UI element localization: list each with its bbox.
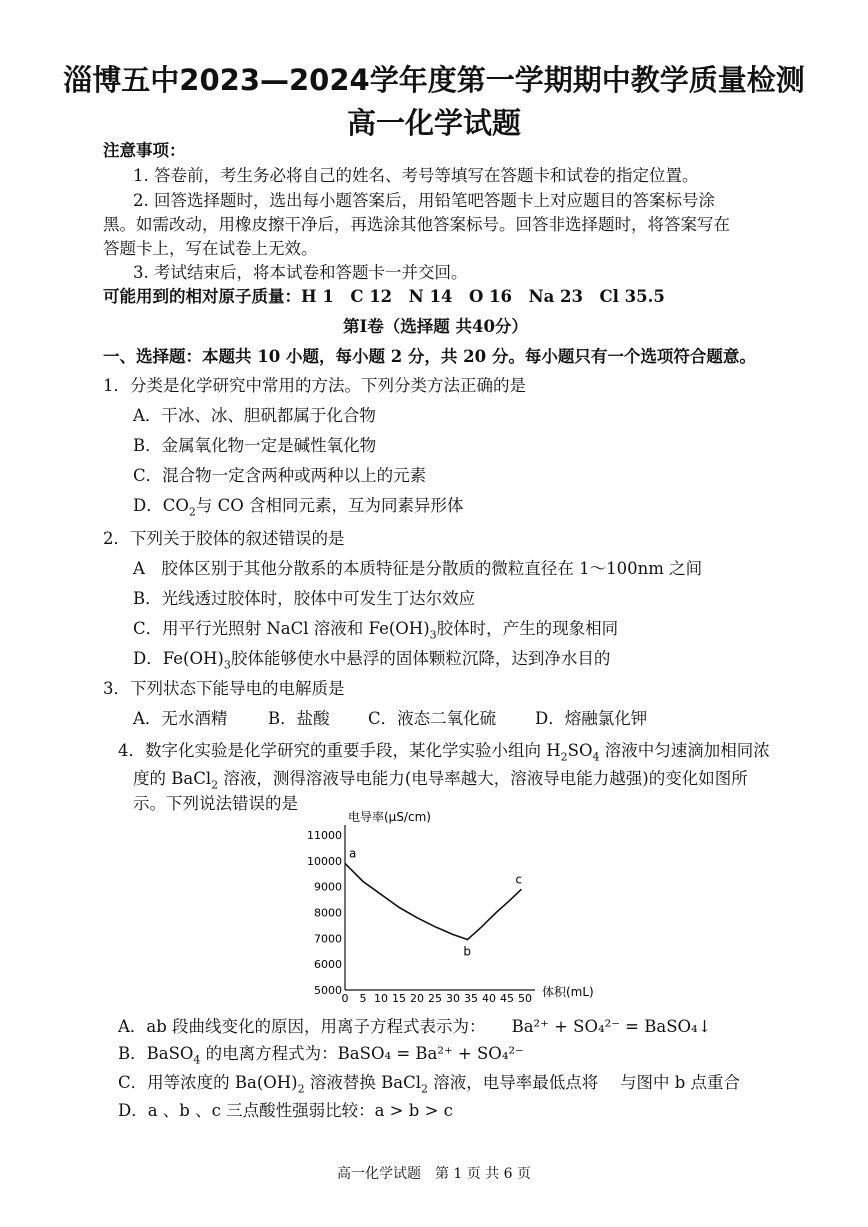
x-tick-label: 50 (518, 992, 532, 1005)
q3-option-a: A．无水酒精 (133, 709, 228, 728)
q2-option-a: A 胶体区别于其他分散系的本质特征是分散质的微粒直径在 1～100nm 之间 (133, 559, 703, 578)
note-3: 3. 考试结束后，将本试卷和答题卡一并交回。 (133, 263, 468, 282)
series-line (345, 863, 521, 939)
q4-option-b: B．BaSO$_4$ 的电离方程式为：BaSO₄ = Ba²⁺ + SO₄²⁻ (118, 1044, 524, 1067)
x-tick-label: 15 (392, 992, 406, 1005)
x-tick-label: 10 (374, 992, 388, 1005)
note-2c: 答题卡上，写在试卷上无效。 (103, 239, 318, 258)
q2-option-b: B．光线透过胶体时，胶体中可发生丁达尔效应 (133, 589, 476, 608)
q1-option-b: B．金属氧化物一定是碱性氧化物 (133, 436, 377, 455)
note-2a: 2. 回答选择题时，选出每小题答案后，用铅笔吧答题卡上对应题目的答案标号涂 (133, 191, 715, 210)
note-1: 1. 答卷前，考生务必将自己的姓名、考号等填写在答题卡和试卷的指定位置。 (133, 166, 699, 185)
y-tick-label: 11000 (307, 829, 342, 842)
q1-option-c: C．混合物一定含两种或两种以上的元素 (133, 466, 427, 485)
y-tick-label: 5000 (314, 984, 342, 997)
x-tick-label: 25 (428, 992, 442, 1005)
q4-stem-3: 示。下列说法错误的是 (133, 794, 298, 813)
y-tick-label: 7000 (314, 932, 342, 946)
q4-option-c: C．用等浓度的 $Ba(OH)_2$ 溶液替换 BaCl$_2$ 溶液，电导率最低点将 与图中 b 点重合 (118, 1073, 741, 1096)
chart-ylabel: 电导率(μS/cm) (348, 810, 431, 824)
point-label-a: a (349, 846, 357, 861)
section-title: 一、选择题：本题共 10 小题，每小题 2 分，共 20 分。每小题只有一个选项符合题意。 (103, 347, 756, 366)
y-tick-label: 6000 (314, 958, 342, 972)
q1-stem: 1．分类是化学研究中常用的方法。下列分类方法正确的是 (103, 376, 526, 395)
q4-option-a: A．ab 段曲线变化的原因，用离子方程式表示为： Ba²⁺ + SO₄²⁻ = BaSO₄↓ (118, 1017, 712, 1036)
point-label-c: c (515, 872, 523, 887)
x-tick-label: 5 (359, 992, 367, 1005)
page-footer: 高一化学试题 第 1 页 共 6 页 (336, 1166, 532, 1182)
q4-option-d: D．a 、b 、c 三点酸性强弱比较：a > b > c (118, 1101, 453, 1120)
q4-stem-1: 4．数字化实验是化学研究的重要手段，某化学实验小组向 $H_2SO_4$ 溶液中匀速滴加相同浓 (118, 741, 770, 764)
q2-stem: 2．下列关于胶体的叙述错误的是 (103, 529, 345, 548)
x-tick-label: 20 (410, 992, 424, 1005)
x-tick-label: 35 (464, 992, 478, 1005)
point-label-b: b (463, 944, 472, 959)
conductivity-chart (290, 805, 610, 1010)
atomic-masses: 可能用到的相对原子质量：H 1 C 12 N 14 O 16 Na 23 Cl 35.5 (103, 287, 665, 306)
q2-option-d: D．$Fe(OH)_3$胶体能够使水中悬浮的固体颗粒沉降，达到净水目的 (133, 649, 611, 672)
q3-option-b: B．盐酸 (268, 709, 330, 728)
x-tick-label: 40 (482, 992, 496, 1005)
q1-option-d: D．$CO_2$与 CO 含相同元素，互为同素异形体 (133, 496, 464, 519)
x-tick-label: 30 (446, 992, 460, 1005)
q2-option-c: C．用平行光照射 NaCl 溶液和 $Fe(OH)_3$胶体时，产生的现象相同 (133, 619, 619, 642)
y-tick-label: 9000 (314, 880, 342, 894)
y-tick-label: 8000 (314, 906, 342, 920)
x-tick-label: 45 (500, 992, 514, 1005)
q3-option-c: C．液态二氧化硫 (368, 709, 497, 728)
q3-option-d: D．熔融氯化钾 (535, 709, 648, 728)
x-tick-label: 0 (341, 992, 349, 1005)
y-tick-label: 10000 (307, 854, 342, 868)
chart-xlabel: 体积(mL) (542, 985, 594, 999)
note-2b: 黑。如需改动，用橡皮擦干净后，再选涂其他答案标号。回答非选择题时，将答案写在 (103, 215, 730, 234)
exam-title: 淄博五中2023—2024学年度第一学期期中教学质量检测 (63, 63, 805, 97)
q4-stem-2: 度的 BaCl$_2$ 溶液，测得溶液导电能力(电导率越大，溶液导电能力越强)的变化如图所 (133, 769, 748, 792)
q3-stem: 3．下列状态下能导电的电解质是 (103, 679, 345, 698)
q1-option-a: A．干冰、冰、胆矾都属于化合物 (133, 406, 376, 425)
exam-subtitle: 高一化学试题 (346, 106, 521, 140)
notes-heading: 注意事项： (103, 141, 186, 160)
part-title: 第Ⅰ卷（选择题 共40分） (343, 317, 528, 336)
